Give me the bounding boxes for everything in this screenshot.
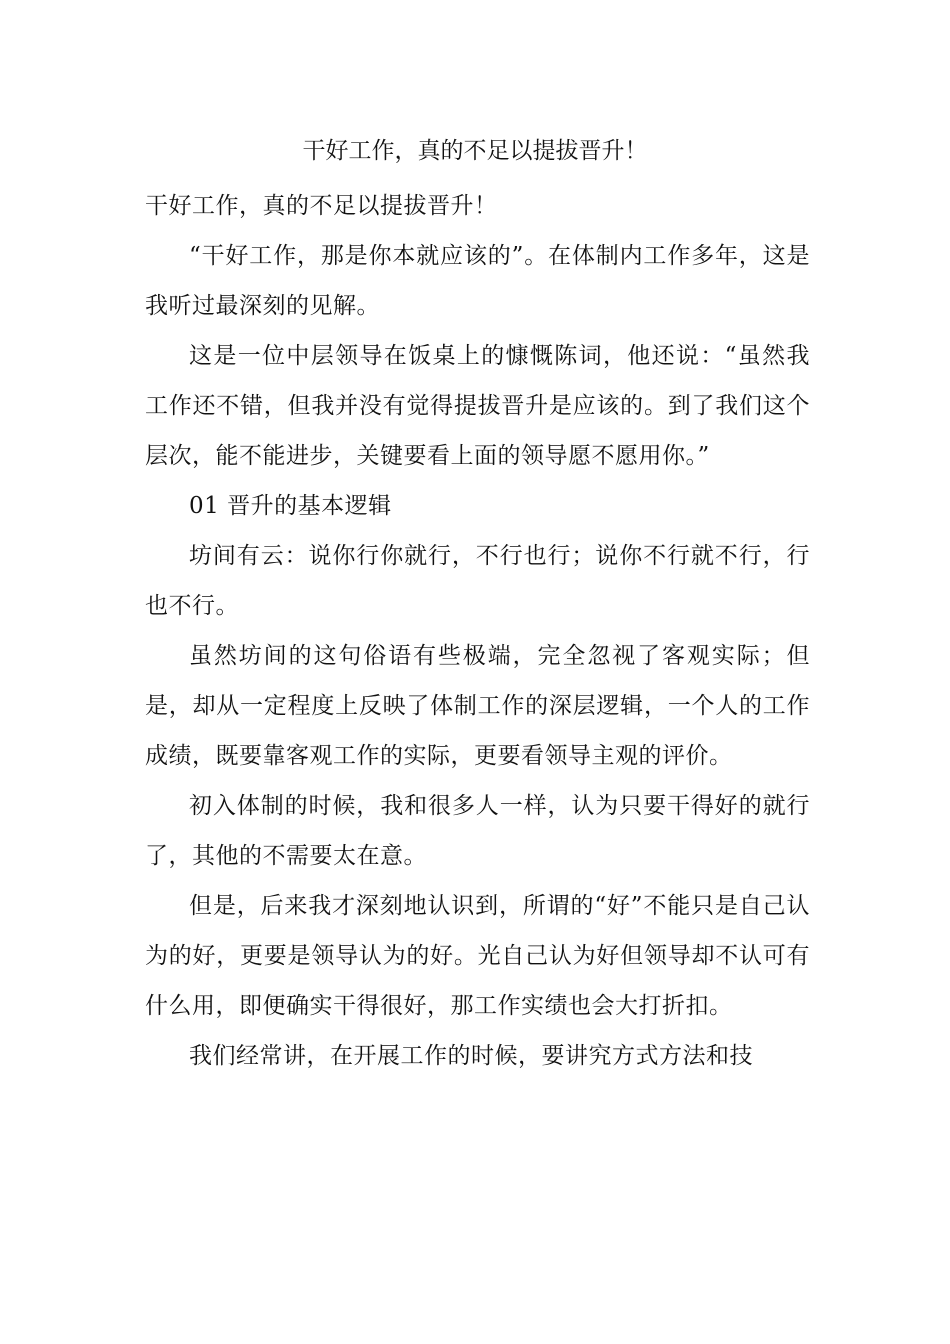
paragraph: 坊间有云：说你行你就行，不行也行；说你不行就不行，行也不行。 bbox=[145, 543, 810, 619]
paragraph-heading-repeat: 干好工作，真的不足以提拔晋升！ bbox=[145, 193, 498, 219]
section-heading: 01 晋升的基本逻辑 bbox=[189, 493, 392, 519]
paragraph: 但是，后来我才深刻地认识到，所谓的“好”不能只是自己认为的好，更要是领导认为的好。光自己认为好但领导却不认可有什么用，即便确实干得很好，那工作实绩也会大打折扣。 bbox=[145, 893, 810, 1019]
paragraph: 初入体制的时候，我和很多人一样，认为只要干得好的就行了，其他的不需要太在意。 bbox=[145, 793, 810, 869]
paragraph: 虽然坊间的这句俗语有些极端，完全忽视了客观实际；但是，却从一定程度上反映了体制工作的深层逻辑，一个人的工作成绩，既要靠客观工作的实际，更要看领导主观的评价。 bbox=[145, 643, 810, 769]
paragraph: 这是一位中层领导在饭桌上的慷慨陈词，他还说：“虽然我工作还不错，但我并没有觉得提拔晋升是应该的。到了我们这个层次，能不能进步，关键要看上面的领导愿不愿用你。” bbox=[145, 343, 810, 469]
paragraph: “干好工作，那是你本就应该的”。在体制内工作多年，这是我听过最深刻的见解。 bbox=[145, 243, 810, 319]
paragraph: 我们经常讲，在开展工作的时候，要讲究方式方法和技 bbox=[189, 1043, 753, 1069]
document-body bbox=[145, 181, 810, 1081]
document-title: 干好工作，真的不足以提拔晋升！ bbox=[302, 138, 648, 164]
